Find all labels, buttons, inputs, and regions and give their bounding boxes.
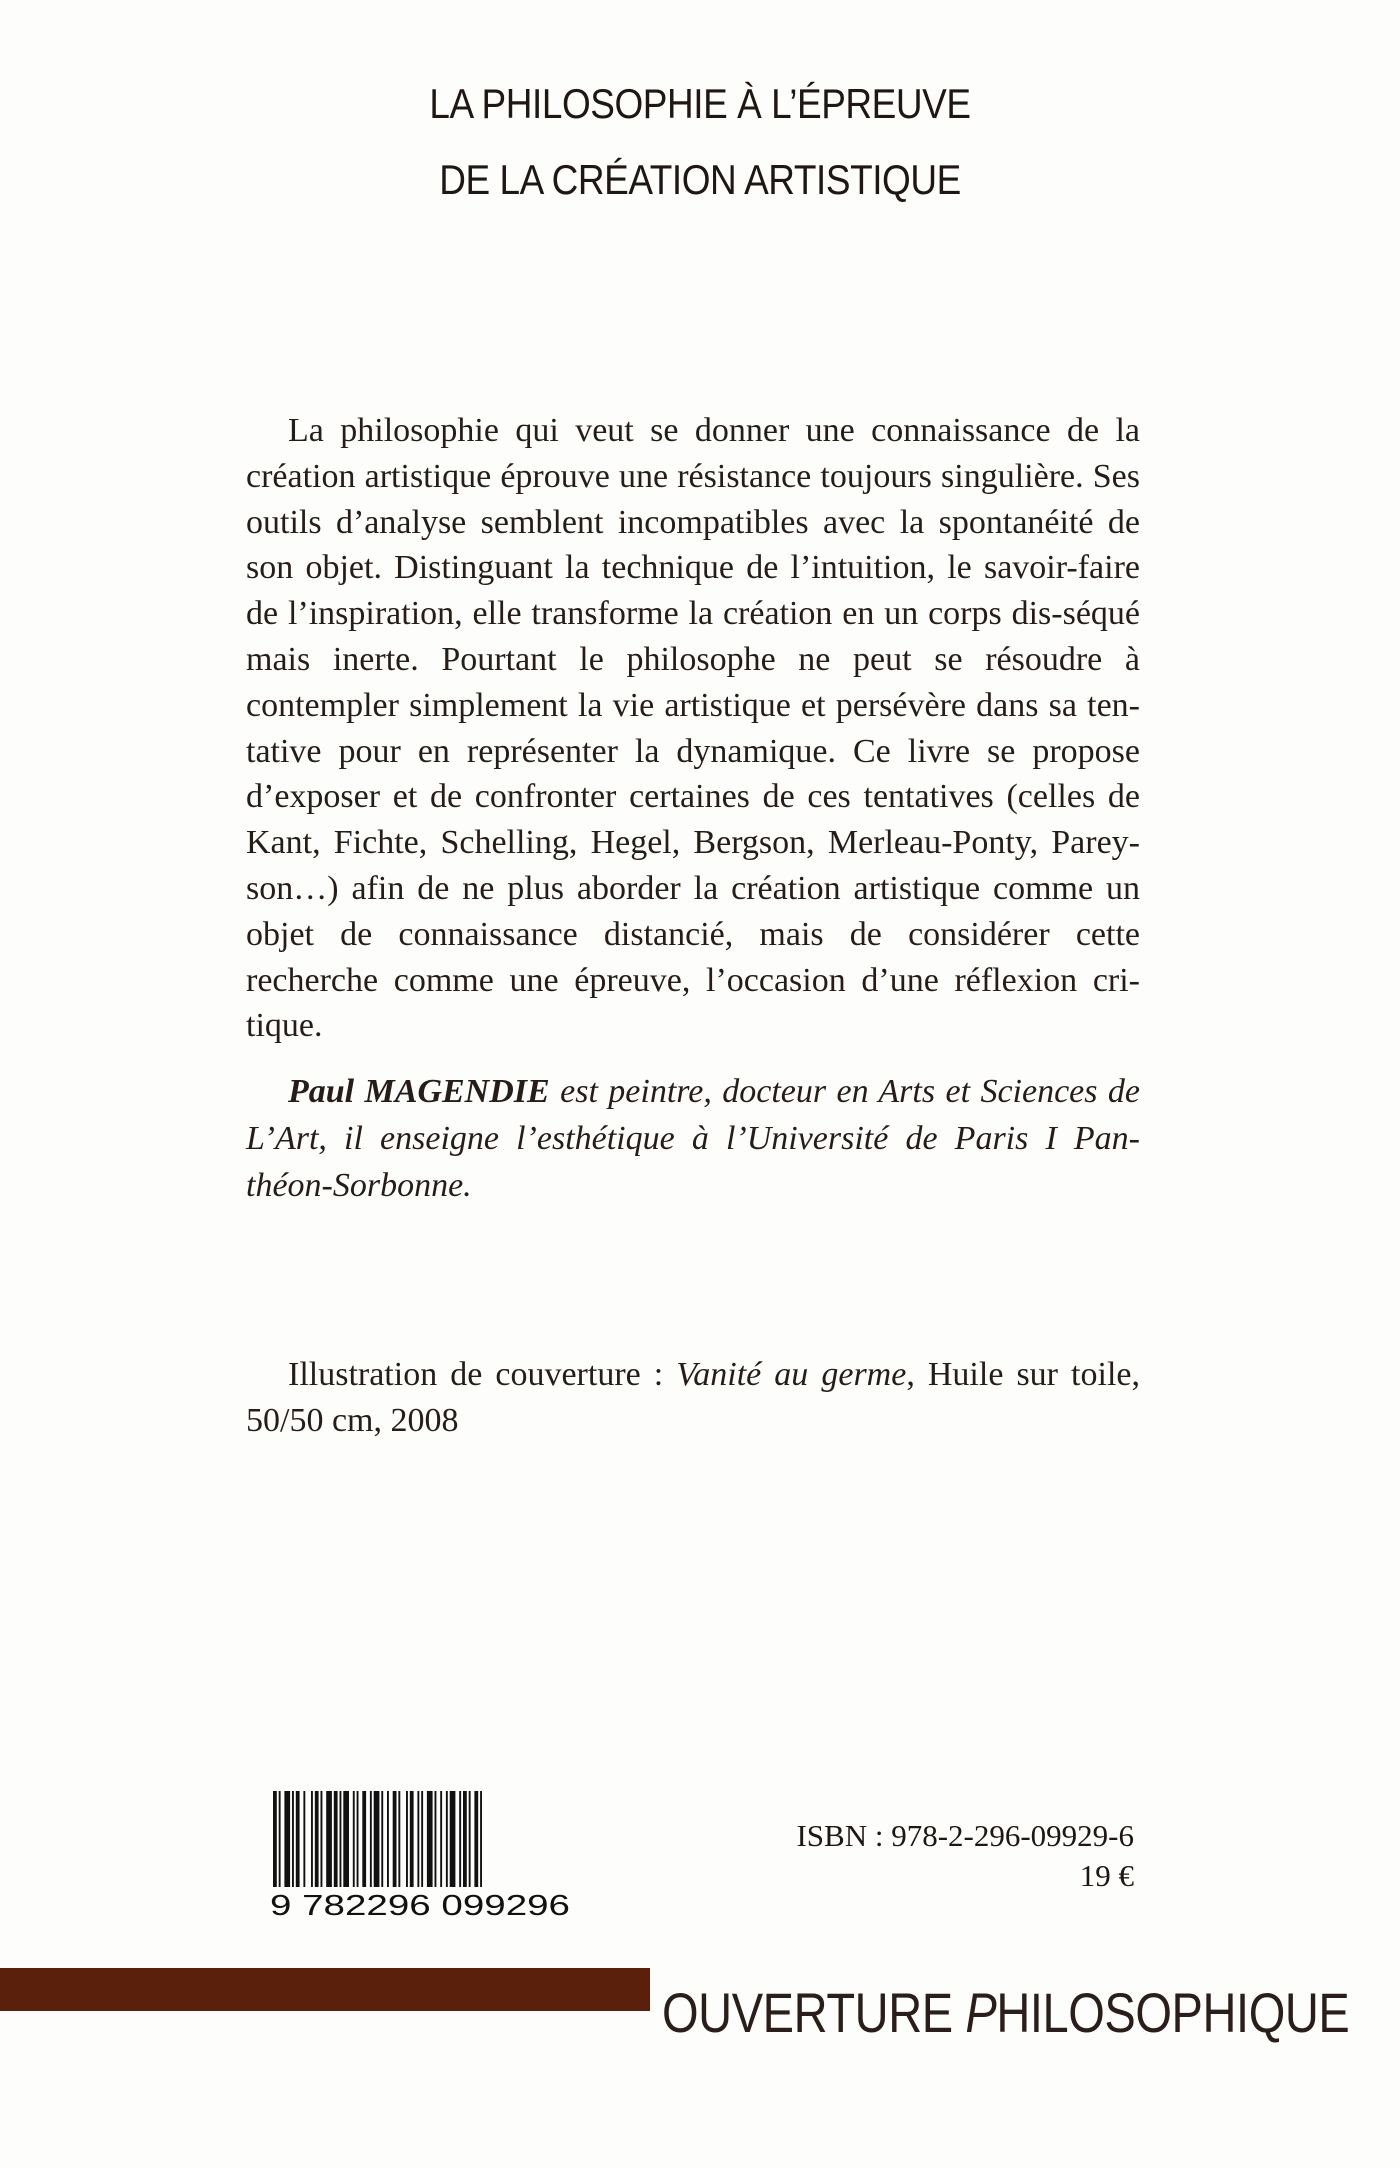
barcode-bar: [463, 1791, 467, 1887]
barcode-bar: [381, 1791, 383, 1887]
author-bio: [246, 1068, 1140, 1209]
barcode-bar: [362, 1791, 366, 1887]
barcode-bar: [343, 1791, 349, 1887]
back-cover-abstract: La philosophie qui veut se donner une connaissance de la création artistique éprouve une résistance toujours singulière. Ses outils d’analyse semblent incompatibles avec la spontanéité de son objet. Distinguant la technique de l’intuition, le savoir-faire de l’inspiration, elle transforme la création en un corps dis-séqué mais inerte. Pourtant le philosophe ne peut se résoudre à contempler simplement la vie artistique et persévère dans sa ten-tative pour en représenter la dynamique. Ce livre se propose d’exposer et de confronter certaines de ces tentatives (celles de Kant, Fichte, Schelling, Hegel, Bergson, Merleau-Ponty, Parey-son…) afin de ne plus aborder la création artistique comme un objet de connaissance distancié, mais de considérer cette recherche comme une épreuve, l’occasion d’une réflexion cri-tique.: [246, 412, 1140, 1045]
barcode-bar: [326, 1791, 332, 1887]
barcode-bar: [303, 1791, 305, 1887]
series-color-bar: [0, 1968, 650, 2011]
barcode-bar: [469, 1791, 471, 1887]
barcode-bar: [446, 1791, 448, 1887]
cover-illustration-credit: [246, 1352, 1140, 1444]
barcode-bar: [440, 1791, 442, 1887]
author-description: est peintre, docteur en Arts et Sciences de L’Art, il enseigne l’esthétique à l’Université de Paris I Pan-théon-Sorbonne.: [246, 1073, 1141, 1204]
book-title-line-1: LA PHILOSOPHIE À L’ÉPREUVE: [429, 80, 971, 127]
barcode-bar: [410, 1791, 414, 1887]
barcode-bar: [387, 1791, 389, 1887]
barcode-bar: [474, 1791, 478, 1887]
barcode-bar: [417, 1791, 419, 1887]
illustration-work-title: Vanité au germe: [676, 1356, 907, 1393]
series-word-1: OUVERTURE: [662, 1981, 966, 2044]
series-name: [662, 1980, 1349, 2045]
price: 19 €: [1079, 1858, 1134, 1893]
barcode-bar: [334, 1791, 338, 1887]
author-name: Paul MAGENDIE: [288, 1073, 550, 1110]
barcode: [267, 1791, 573, 1921]
series-initial: P: [965, 1981, 997, 2044]
barcode-bar: [321, 1791, 323, 1887]
barcode-bar: [353, 1791, 355, 1887]
illustration-details: , Huile sur toile, 50/50 cm, 2008: [246, 1356, 1140, 1439]
barcode-bar: [421, 1791, 423, 1887]
barcode-bar: [292, 1791, 294, 1887]
book-title-line-2: DE LA CRÉATION ARTISTIQUE: [439, 156, 961, 203]
barcode-bar: [296, 1791, 300, 1887]
series-word-2-rest: HILOSOPHIQUE: [996, 1981, 1350, 2044]
barcode-bar: [393, 1791, 397, 1887]
barcode-digits: 9 782296 099296: [270, 1890, 570, 1921]
barcode-bar: [340, 1791, 342, 1887]
barcode-bar: [435, 1791, 437, 1887]
barcode-bar: [427, 1791, 433, 1887]
barcode-bar: [406, 1791, 408, 1887]
illustration-prefix: Illustration de couverture :: [288, 1356, 677, 1393]
barcode-bar: [450, 1791, 456, 1887]
barcode-bar: [374, 1791, 380, 1887]
barcode-bar: [284, 1791, 290, 1887]
barcode-bar: [279, 1791, 281, 1887]
barcode-bar: [311, 1791, 313, 1887]
barcode-bar: [459, 1791, 461, 1887]
barcode-bar: [273, 1791, 277, 1887]
barcode-bar: [370, 1791, 372, 1887]
barcode-bar: [398, 1791, 400, 1887]
isbn: ISBN : 978-2-296-09929-6: [796, 1818, 1134, 1853]
barcode-bar: [315, 1791, 319, 1887]
barcode-bar: [480, 1791, 482, 1887]
barcode-bar: [357, 1791, 359, 1887]
